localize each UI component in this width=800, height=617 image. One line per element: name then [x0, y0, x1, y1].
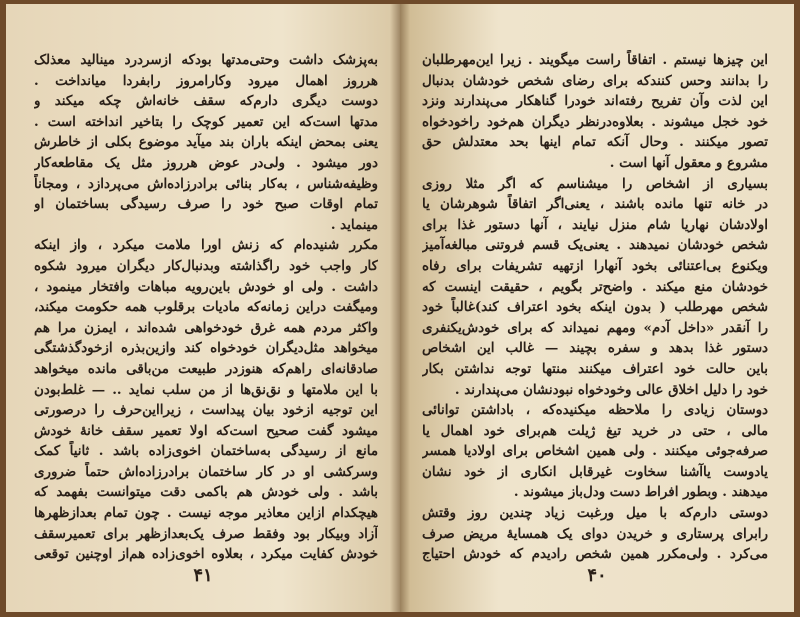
- text-line: این توجیه ازخود بیان پیداست ، زیرااین‌حرف را درصورتی: [34, 402, 378, 419]
- text-line: مالی ، حتی در خرید تیغ ژیلت هم‌برای خود اهمال یا: [422, 422, 768, 439]
- text-line: وسرکشی او در کار ساختمان برادرزاده‌اش حتماً ضروری: [34, 463, 378, 480]
- text-line: خود خجل میشوند . بعلاوه‌درنظر دیگران هم‌خود راخودخواه: [422, 113, 768, 130]
- text-line: می‌کرد . ولی‌مکرر همین شخص رادیدم که خودش احتیاج: [422, 546, 768, 563]
- text-line: دوست دیگری دارم‌که سقف خانه‌اش چکه میکند و: [34, 93, 378, 110]
- left-page: [6, 4, 400, 612]
- text-line: کار واجب خود راگذاشته وبدنبال‌کار دیگران میرود شکوه: [34, 257, 378, 274]
- text-line: صرفه‌جوئی میکنند . ولی همین اشخاص برای اولادیا همسر: [422, 443, 768, 460]
- text-line: مینماید .: [330, 216, 378, 233]
- text-line: دستور غذا بدهد و سفره بچیند — غالب این اشخاص: [422, 340, 768, 357]
- text-line: بسیاری از اشخاص را میشناسم که اگر مثلا روزی: [422, 175, 768, 192]
- text-line: میشود گفت صحیح است‌که اولا تعمیر سقف خانهٔ خودش: [34, 422, 378, 439]
- text-line: تمام اوقات صبح خود را صرف رسیدگی بساختمان او: [34, 196, 378, 213]
- text-line: ویکنوع بی‌اعتنائی بخود آنهارا ازتهیه تشریفات برای رفاه: [422, 257, 768, 274]
- text-line: اولادشان نهاریا شام منزل نیایند ، آنها دستور غذا برای: [422, 216, 768, 233]
- text-line: باین حالت خود اعتراف میکنند منتها توجه نداشتن بکار: [422, 360, 768, 377]
- text-line: مانع از رسیدگی به‌ساختمان اخوی‌زاده باشد . ثانیاً کمک: [34, 443, 378, 460]
- text-line: مشروع و معقول آنها است .: [609, 154, 768, 171]
- text-line: باشد . ولی خودش هم باکمی دقت میتوانست بفهمد که: [34, 484, 378, 501]
- text-line: صادقانه‌ای راهم‌که هنوزدر طبیعت من‌باقی مانده میخواهد: [34, 360, 378, 377]
- text-line: رابرای پرستاری و خریدن دوای یک همسایهٔ مریض صرف: [422, 525, 768, 542]
- page-number: ۴۰: [587, 565, 607, 586]
- text-line: ومیگفت دراین زمانه‌که مادیات برقلوب همه حکومت میکند،: [34, 299, 378, 316]
- text-line: خودشان منع میکند . واضح‌تر بگویم ، حقیقت اینست که: [422, 278, 768, 295]
- text-line: هرروز اهمال میرود وکارامروز رابفردا میانداخت .: [34, 72, 378, 89]
- text-line: داشت . ولی او خودش باین‌رویه مباهات وافتخار مینمود ،: [34, 278, 378, 295]
- text-line: دور میشود . ولی‌در عوض هرروز مثل یک مقاطعه‌کار: [34, 154, 378, 171]
- right-page-text: [422, 50, 768, 565]
- text-line: مکرر شنیده‌ام که زنش اورا ملامت میکرد ، واز اینکه: [34, 237, 378, 254]
- text-line: این لذت وآن تفریح رفته‌اند خودرا گناهکار می‌پندارند ونزد: [422, 93, 768, 110]
- text-line: مدتها است‌که این تعمیر کوچک را بتاخیر انداخته است .: [34, 113, 378, 130]
- text-line: خودش کفایت میکرد ، بعلاوه اخوی‌زاده هم‌از اوچنین توقعی: [34, 546, 378, 563]
- text-line: میخواهد مثل‌دیگران خودخواه کند وازین‌بذره ازخودگذشتگی: [34, 340, 378, 357]
- text-line: واکثر مردم همه غرق خودخواهی شده‌اند ، ایمزن مرا هم: [34, 319, 378, 336]
- text-line: هیچکدام ازاین معاذیر موجه نیست . چون تمام بعدازظهرها: [34, 505, 378, 522]
- text-line: وظیفه‌شناس ، به‌کار بنائی برادرزاده‌اش می‌پردازد ، ومجاناً: [34, 175, 378, 192]
- text-line: یعنی بمحض اینکه باران بند میآید موضوع بکلی از خاطرش: [34, 134, 378, 151]
- text-line: در خانه تنها مانده باشند ، یعنی‌اگر اتفاقاً شوهرشان یا: [422, 196, 768, 213]
- right-page: [400, 4, 794, 612]
- text-line: آزاد وبیکار بود وفقط صرف یک‌بعد‌ازظهر برای تعمیرسقف: [34, 525, 378, 542]
- text-line: تصور میکنند . وحال آنکه تمام اینها بحد معتدلش حق: [422, 134, 768, 151]
- text-line: را آنقدر «داخل آدم» ومهم نمیداند که برای خودش‌یکنفری: [422, 319, 768, 336]
- text-line: شخص خودشان نمیدهند . یعنی‌یک قسم فروتنی مبالغه‌آمیز: [422, 237, 768, 254]
- text-line: با این ملامتها و نق‌نق‌ها از من سلب نماید .. — غلط‌بودن: [34, 381, 378, 398]
- text-line: این چیزها نیستم . اتفاقاً راست میگویند . زیرا این‌مهرطلبان: [422, 52, 768, 68]
- text-line: شخص مهرطلب ( بدون اینکه بخود اعتراف کند)غالباً خود: [422, 299, 768, 316]
- text-line: یادوست یاآشنا سخاوت غیرقابل انکاری از خود نشان: [422, 463, 768, 480]
- text-line: میدهند . وبطور افراط دست ودل‌باز میشوند .: [513, 484, 768, 501]
- book-gutter: [390, 4, 410, 612]
- text-line: دوستان زیادی را ملاحظه میکنیده‌که ، باداشتن توانائی: [422, 402, 768, 419]
- page-number: ۴۱: [193, 565, 213, 586]
- left-page-text: [34, 50, 378, 565]
- text-line: دوستی دارم‌که با میل ورغبت زیاد چندین روز وقتش: [422, 505, 768, 522]
- text-line: خود را دلیل اخلاق عالی وخودخواه نبودنشان می‌پندارند .: [454, 381, 768, 398]
- open-book: [6, 4, 794, 612]
- text-line: را بدانند وحس کنندکه برای رضای شخص خودشان بدنبال: [422, 72, 768, 89]
- text-line: به‌پزشک داشت وحتی‌مدتها بودکه ازسردرد مینالید معذلک: [34, 52, 378, 68]
